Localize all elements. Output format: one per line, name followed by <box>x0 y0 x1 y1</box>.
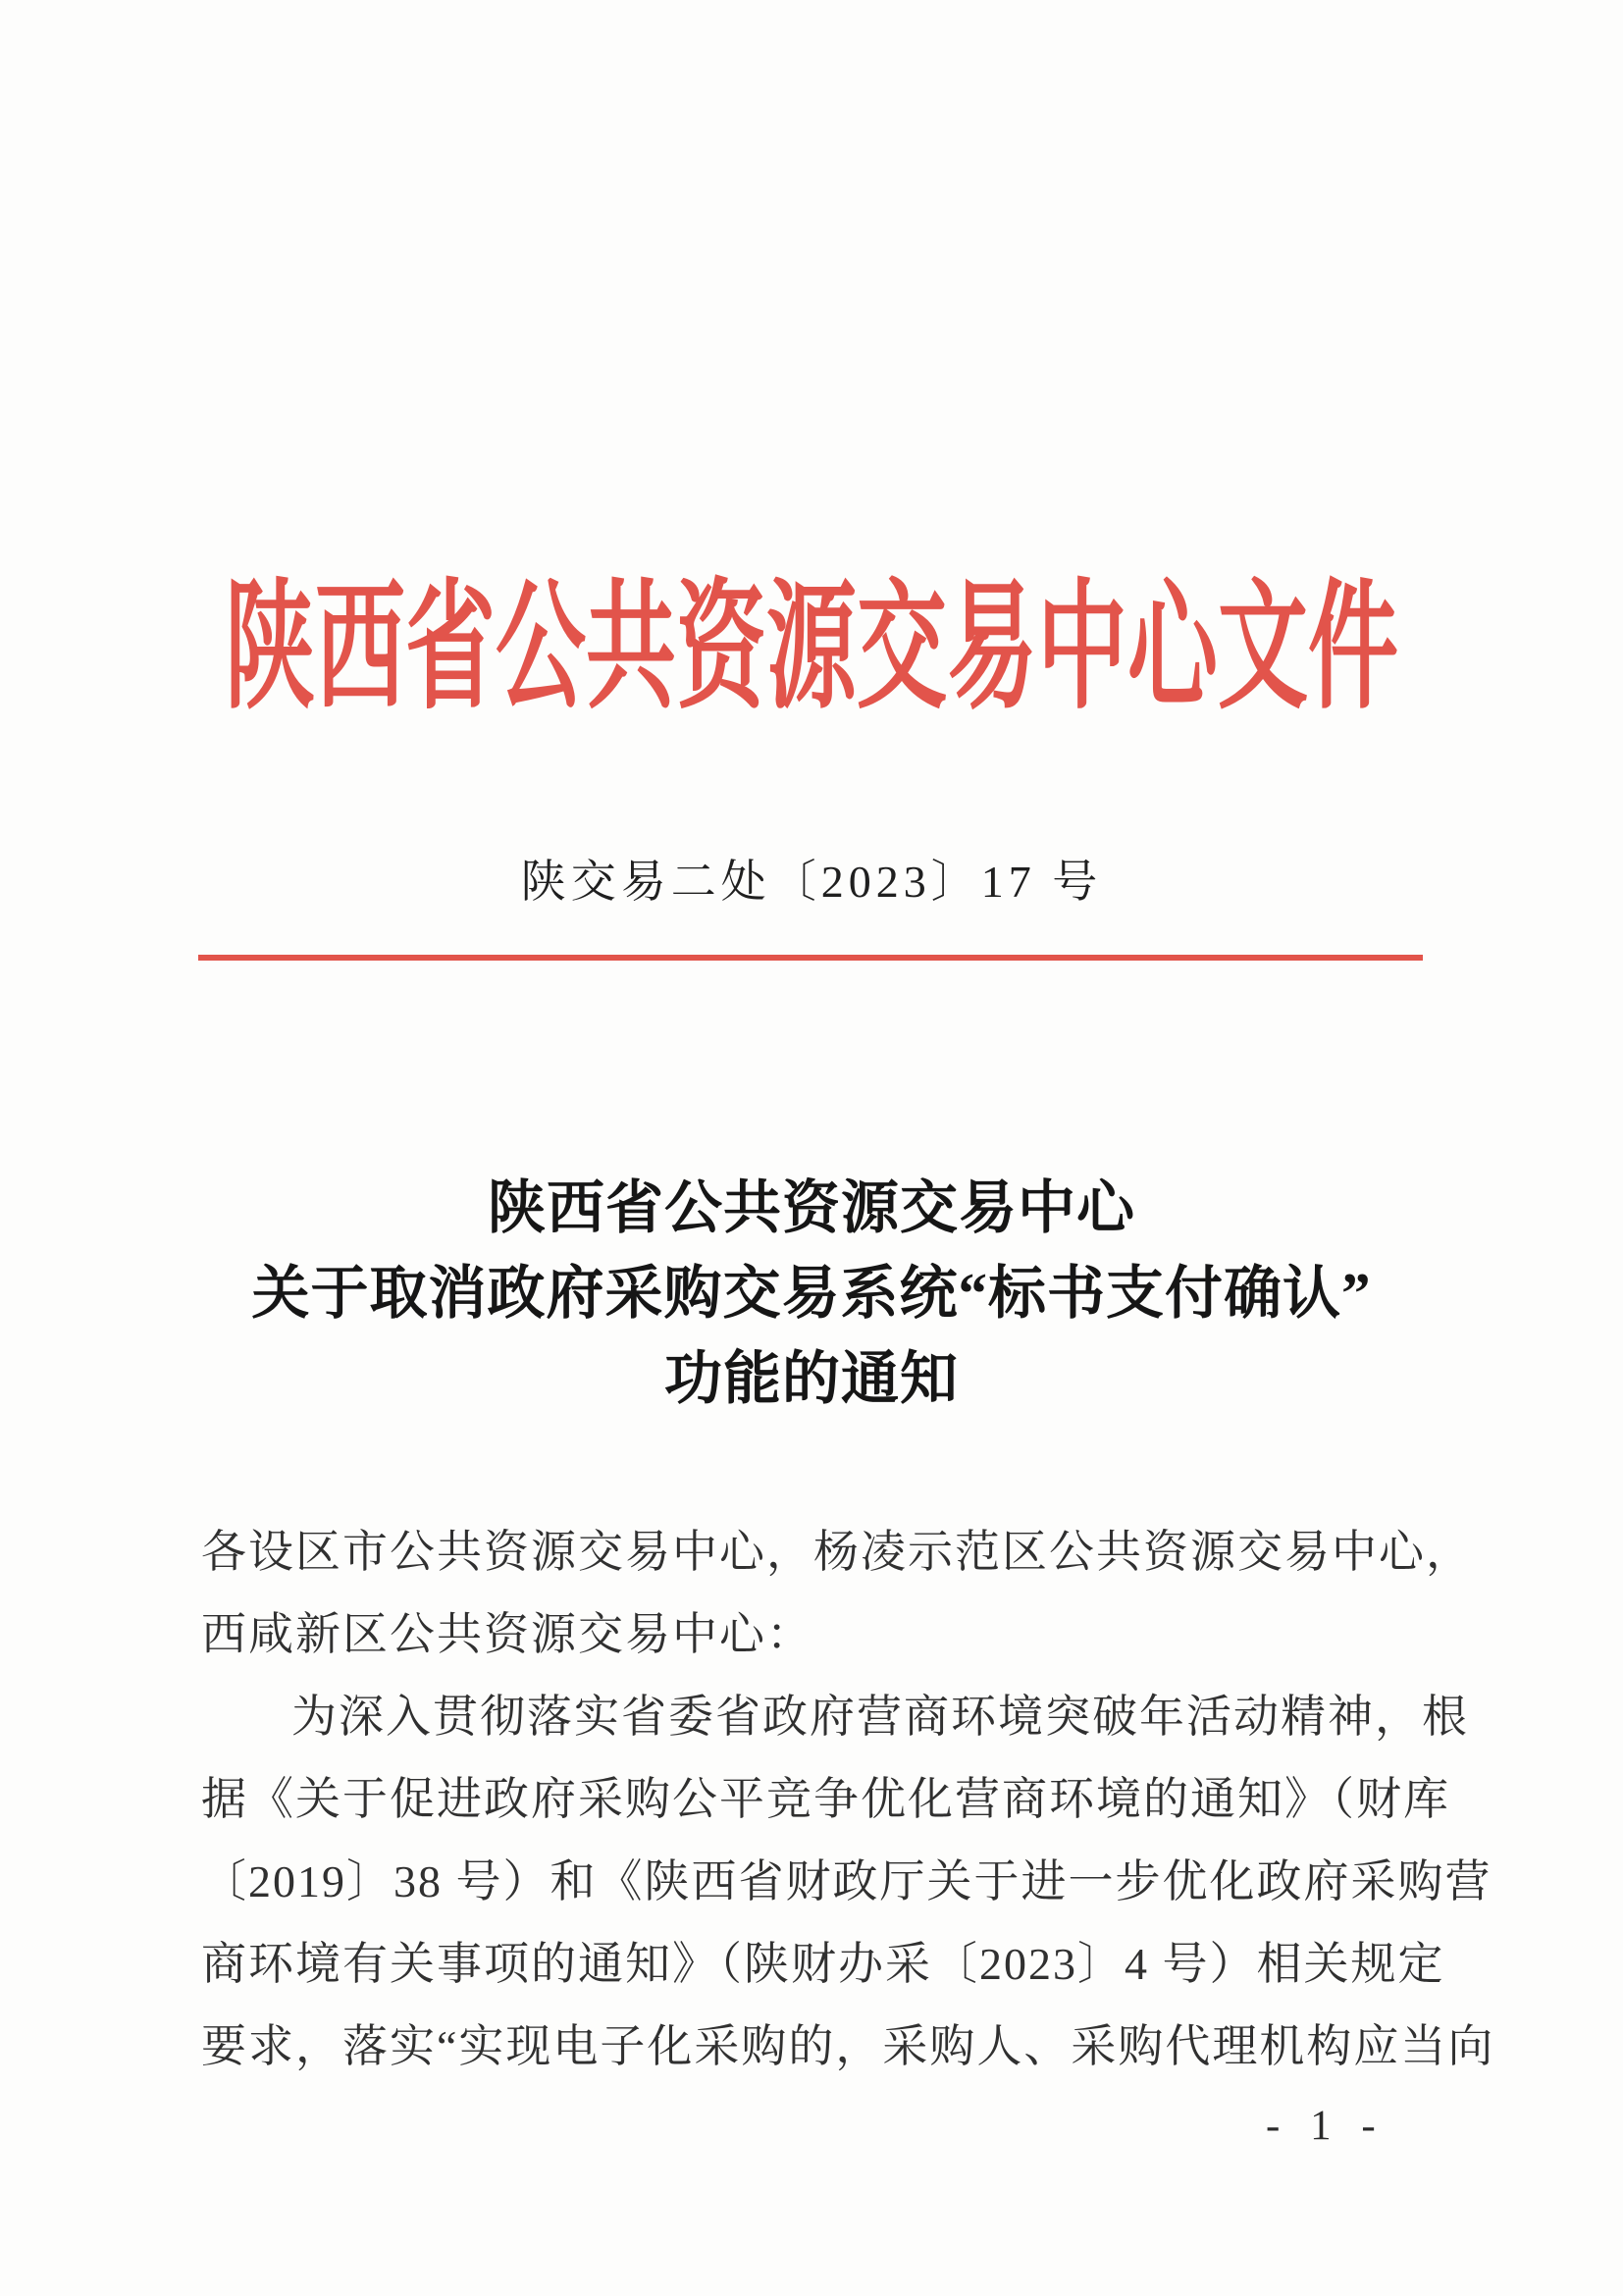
page-number: - 1 - <box>1266 2103 1386 2149</box>
paragraph-line-3: 〔2019〕38 号）和《陕西省财政厅关于进一步优化政府采购营 <box>201 1856 1492 1906</box>
document-number: 陕交易二处〔2023〕17 号 <box>520 857 1103 907</box>
red-divider-rule <box>198 955 1423 961</box>
notice-title-line-3: 功能的通知 <box>663 1346 959 1411</box>
notice-title <box>0 1166 1623 1422</box>
paragraph-line-4: 商环境有关事项的通知》（陕财办采〔2023〕4 号）相关规定 <box>201 1939 1445 1989</box>
masthead-title: 陕西省公共资源交易中心文件 <box>224 570 1398 726</box>
paragraph-line-2: 据《关于促进政府采购公平竞争优化营商环境的通知》（财库 <box>201 1774 1450 1824</box>
paragraph-line-5: 要求，落实“实现电子化采购的，采购人、采购代理机构应当向 <box>201 2021 1495 2071</box>
notice-title-line-2: 关于取消政府采购交易系统“标书支付确认” <box>251 1261 1372 1326</box>
paragraph-line-1: 为深入贯彻落实省委省政府营商环境突破年活动精神，根 <box>291 1692 1469 1742</box>
notice-body <box>201 1511 1495 2088</box>
address-line-2: 西咸新区公共资源交易中心： <box>201 1609 813 1659</box>
masthead <box>0 538 1623 734</box>
address-line-1: 各设区市公共资源交易中心，杨凌示范区公共资源交易中心， <box>201 1527 1473 1577</box>
notice-title-line-1: 陕西省公共资源交易中心 <box>487 1175 1135 1240</box>
